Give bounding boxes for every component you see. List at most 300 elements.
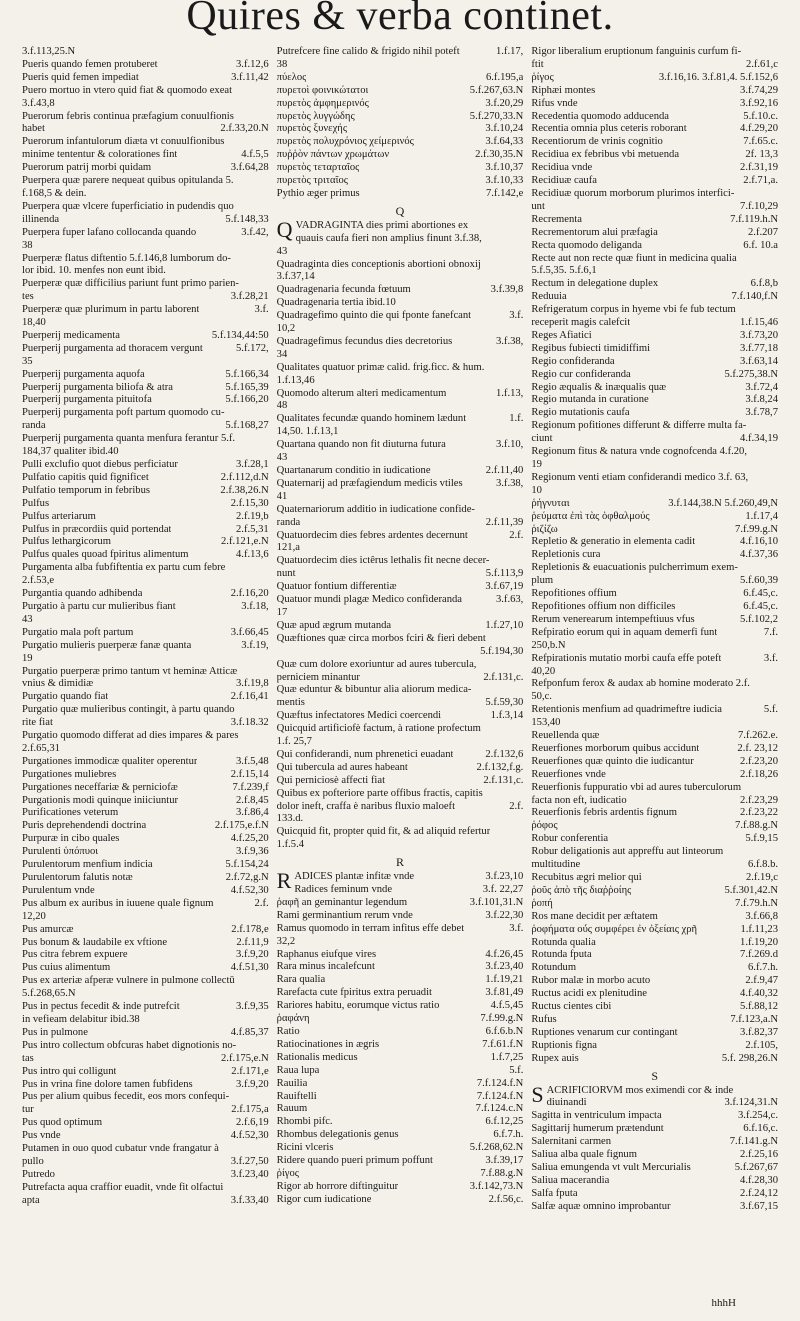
entry-reference: 1.f.3,14 [490, 710, 524, 722]
entry-reference: 2.f.16,41 [230, 691, 269, 703]
entry-term: 5.f.5,35. 5.f.6,1 [531, 265, 597, 277]
entry-reference [519, 491, 523, 504]
index-entry [531, 98, 778, 111]
entry-reference: 2.f. 23,12 [737, 742, 779, 754]
entry-reference: 3.f.10,24 [485, 123, 524, 135]
index-entry [531, 924, 778, 937]
entry-term: Pueris quando femen protuberet [22, 58, 158, 70]
index-entry [22, 317, 269, 330]
entry-term: tur [22, 1104, 34, 1116]
entry-reference [774, 846, 778, 859]
entry-term: 38 [22, 239, 33, 251]
entry-term: Purulentorum menfium indicia [22, 859, 153, 871]
entry-reference: 7.f.123,a.N [730, 1013, 779, 1025]
entry-term: unt [531, 200, 545, 212]
index-entry [22, 691, 269, 704]
entry-reference [265, 743, 269, 756]
entry-reference: 2.f.132,f.g. [476, 761, 524, 773]
index-entry [22, 536, 269, 549]
entry-term: f.168,5 & dein. [22, 187, 87, 199]
entry-reference: 5.f. 298,26.N [721, 1052, 779, 1064]
index-entry [531, 240, 778, 253]
entry-reference [265, 85, 269, 98]
entry-term: Quæ cum dolore exoriuntur ad aures tubercula, [276, 658, 477, 670]
entry-reference: 2.f.5,31 [236, 523, 269, 535]
entry-term: 3.f.113,25.N [22, 46, 76, 57]
entry-term: Quartana quando non fit diuturna futura [276, 439, 446, 451]
index-entry [296, 233, 524, 246]
entry-reference: 3.f.82,37 [740, 1026, 779, 1038]
index-entry [277, 439, 524, 452]
index-entry [277, 1116, 524, 1129]
entry-reference: 6.f.16,c. [743, 1123, 779, 1135]
index-column-left [22, 46, 269, 1214]
index-entry [531, 459, 778, 472]
index-entry [277, 426, 524, 439]
entry-reference: 7.f.65.c. [743, 136, 779, 148]
index-entry [277, 762, 524, 775]
entry-term: ciunt [531, 433, 553, 445]
entry-reference [265, 265, 269, 278]
index-entry [22, 885, 269, 898]
section-opening [276, 868, 524, 897]
entry-reference: 3.f.9,35 [236, 1001, 269, 1013]
entry-term: Purgationes neceffariæ & perniciofæ [22, 781, 178, 793]
entry-reference: 3.f.92,16 [740, 97, 779, 109]
entry-term: Puerperij purgamenta quanta menfura ferantur 5.f. [22, 433, 236, 445]
entry-reference [774, 485, 778, 498]
index-entry [22, 459, 269, 472]
index-entry [22, 1117, 269, 1130]
entry-continuation: 43 [276, 245, 288, 257]
entry-reference: 2.f.171,e [231, 1065, 269, 1077]
entry-term: Salfæ aquæ omnino improbantur [531, 1200, 671, 1212]
entry-term: Rami germinantium rerum vnde [276, 909, 413, 921]
entry-reference [774, 420, 778, 433]
index-entry [277, 175, 524, 188]
index-entry [277, 936, 524, 949]
index-entry [22, 1182, 269, 1195]
entry-reference [774, 253, 778, 266]
entry-term: Rauilia [276, 1077, 308, 1089]
entry-term: diuinandi [546, 1097, 587, 1109]
entry-reference: 2.f.121,e.N [221, 536, 269, 548]
entry-term: 38 [276, 58, 288, 70]
entry-term: ῥίγος [531, 71, 554, 83]
entry-reference: 3.f.18.32 [230, 717, 269, 729]
entry-reference: 6.f.45,c. [743, 600, 779, 612]
index-entry [277, 1065, 524, 1078]
entry-term: Reuellenda quæ [531, 730, 600, 742]
index-entry [22, 278, 269, 291]
index-entry [531, 304, 778, 317]
entry-reference: 7.f. [763, 626, 779, 638]
entry-term: 34 [276, 348, 288, 360]
entry-term: Purgatio quomodo differat ad dies impares & pares [22, 730, 239, 742]
index-entry [22, 846, 269, 859]
index-entry [531, 820, 778, 833]
entry-reference: 5.f.113,9 [485, 568, 524, 580]
index-entry [531, 807, 778, 820]
entry-term: Pus album ex auribus in iuuene quale fignum [22, 897, 214, 909]
entry-reference [774, 446, 778, 459]
entry-term: Rotunda fputa [531, 949, 592, 961]
index-entry [277, 697, 524, 710]
entry-reference: 3.f.63, [495, 594, 524, 606]
entry-term: Pus in vrina fine dolore tamen fubfidens [22, 1078, 193, 1090]
entry-term: Putrefcere fine calido & frigido nihil poteft [276, 46, 460, 57]
entry-term: quauis caufa fieri non amplius finunt 3.f.38, [295, 232, 482, 244]
entry-reference: 2.f.15,14 [230, 768, 269, 780]
entry-term: vnius & dimidiæ [22, 678, 94, 690]
index-entry [531, 795, 778, 808]
index-entry [531, 85, 778, 98]
index-entry [22, 1014, 269, 1027]
entry-term: rite fiat [22, 717, 53, 729]
entry-term: Pulfus [22, 497, 50, 509]
index-entry [22, 1040, 269, 1053]
entry-reference: 4.f.26,45 [485, 948, 524, 960]
index-entry [22, 1143, 269, 1156]
entry-term: Qualitates fecundæ quando hominem lædunt [276, 413, 467, 425]
index-entry [277, 478, 524, 491]
entry-reference: 5.f.134,44:50 [211, 329, 269, 341]
entry-reference [519, 684, 523, 697]
entry-term: Purgatio quæ mulieribus contingit, à partu quando [22, 704, 235, 716]
index-entry [277, 349, 524, 362]
entry-term: Regionum venti etiam confiderandi medico 3.f. 63, [531, 471, 749, 483]
index-entry [22, 394, 269, 407]
entry-term: Recte aut non recte quæ fiunt in medicina qualia [531, 252, 737, 264]
index-entry [277, 749, 524, 762]
index-entry [277, 46, 524, 59]
index-entry [277, 949, 524, 962]
index-entry [531, 175, 778, 188]
index-entry [531, 111, 778, 124]
entry-reference: 2.f.15,30 [230, 497, 269, 509]
entry-term: Regio confideranda [531, 355, 615, 367]
entry-term: Rifus vnde [531, 97, 578, 109]
index-entry [277, 813, 524, 826]
entry-reference: 7.f.141.g.N [729, 1136, 779, 1148]
index-entry [277, 452, 524, 465]
entry-term: Pus bonum & laudabile ex vftione [22, 936, 168, 948]
index-entry [531, 343, 778, 356]
index-entry [22, 291, 269, 304]
entry-reference: 7.f.142,e [485, 187, 524, 199]
index-entry [277, 1013, 524, 1026]
entry-term: Purgationes immodicæ qualiter operentur [22, 755, 198, 767]
index-entry [531, 975, 778, 988]
index-entry [22, 666, 269, 679]
entry-term: Ratio [276, 1025, 300, 1037]
entry-term: Puerorum infantulorum diæta vt conuulfionibus [22, 136, 225, 148]
entry-term: Rerum venerearum intempeftiuus vfus [531, 613, 695, 625]
entry-reference: 5.f.88,12 [740, 1001, 779, 1013]
entry-term: Quaternarij ad præfagiendum medicis vtiles [276, 477, 463, 489]
index-entry [22, 717, 269, 730]
index-entry [531, 549, 778, 562]
entry-term: ῥοπή [531, 897, 553, 909]
entry-term: tas [22, 1052, 34, 1064]
entry-term: Puerperij purgamenta poft partum quomodo cu- [22, 407, 225, 419]
entry-term: Pulfus arteriarum [22, 510, 96, 522]
entry-term: minime tententur & colorationes fint [22, 149, 178, 161]
entry-reference: 3.f.19,8 [236, 678, 269, 690]
entry-reference [774, 459, 778, 472]
entry-reference [519, 362, 523, 375]
entry-reference: 2.f.19,b [236, 510, 269, 522]
entry-reference: 5.f.166,34 [225, 368, 269, 380]
index-entry [531, 846, 778, 859]
index-entry [22, 653, 269, 666]
entry-reference: 4.f.52,30 [230, 1130, 269, 1142]
entry-reference: 1.f.19,20 [740, 936, 779, 948]
index-entry [22, 1001, 269, 1014]
entry-reference [265, 730, 269, 743]
index-entry [277, 413, 524, 426]
index-entry [22, 46, 269, 59]
entry-term: Quæftus infectatores Medici coercendi [276, 710, 442, 722]
entry-reference [265, 356, 269, 369]
index-entry [277, 607, 524, 620]
entry-reference: 2.f. [509, 800, 524, 812]
entry-reference: 3.f.9,20 [236, 1078, 269, 1090]
index-entry [22, 369, 269, 382]
entry-reference: 5.f.154,24 [225, 859, 269, 871]
entry-reference [519, 936, 523, 949]
index-entry [547, 1097, 778, 1110]
entry-reference: 3.f.77,18 [740, 342, 779, 354]
entry-term: Putredo [22, 1168, 55, 1180]
entry-reference: 3.f.10,37 [485, 162, 524, 174]
index-entry [531, 1175, 778, 1188]
entry-reference: 5.f.102,2 [740, 613, 779, 625]
entry-term: Quatuordecim dies ictêrus lethalis fit necne decer- [276, 555, 490, 567]
entry-term: πυρετὸς ἀμφημερινός [276, 97, 369, 109]
entry-term: 1.f. 25,7 [276, 736, 312, 748]
section-opening [531, 1081, 779, 1111]
entry-reference: 3.f.10, [495, 439, 524, 451]
entry-term: Rotunda qualia [531, 936, 596, 948]
entry-reference [519, 259, 523, 272]
index-entry [22, 123, 269, 136]
entry-reference: 1.f.17, [495, 46, 524, 57]
entry-reference [265, 988, 269, 1001]
entry-reference: 3.f.23,40 [485, 961, 524, 973]
index-entry [531, 472, 778, 485]
index-entry [531, 356, 778, 369]
index-entry [531, 136, 778, 149]
index-entry [22, 188, 269, 201]
entry-term: Purgationis modi quinque iniiciuntur [22, 794, 179, 806]
entry-reference [774, 640, 778, 653]
entry-reference: 3.f.63,14 [740, 355, 779, 367]
entry-reference: 1.f.27,10 [485, 619, 524, 631]
entry-term: illinenda [22, 213, 60, 225]
entry-reference: 7.f.79.h.N [735, 897, 779, 909]
entry-reference: 1.f. [509, 413, 524, 425]
entry-term: Purulentorum falutis notæ [22, 872, 133, 883]
entry-term: Quatuor fontium differentiæ [276, 581, 397, 593]
index-entry [277, 594, 524, 607]
entry-reference: 5.f.267,67 [734, 1161, 779, 1173]
index-entry [22, 743, 269, 756]
entry-term: ῥοῦς ἀπὸ τῆς διαῤῥοίης [531, 884, 632, 896]
entry-term: ῥεύματα ἐπὶ τὰς ὀφθαλμούς [531, 510, 650, 522]
index-entry [22, 356, 269, 369]
entry-reference [265, 46, 269, 59]
index-entry [22, 1195, 269, 1208]
entry-term: ῥίγος [276, 1167, 299, 1179]
entry-reference: 3.f. 22,27 [482, 884, 524, 895]
entry-term: 2.f.53,e [22, 575, 55, 587]
entry-reference [774, 46, 778, 59]
entry-term: 184,37 qualiter ibid.40 [22, 446, 119, 458]
entry-term: 3.f.37,14 [276, 271, 315, 283]
entry-term: Pus vnde [22, 1130, 61, 1142]
signature-mark: hhhH [711, 1297, 736, 1309]
index-entry [531, 1110, 778, 1123]
entry-reference: 2.f.56,c. [488, 1193, 524, 1205]
entry-reference: 1.f.17,4 [745, 510, 779, 522]
index-entry [277, 581, 524, 594]
entry-term: Quadragenaria tertia ibid.10 [276, 297, 396, 309]
entry-term: Purificationes veterum [22, 807, 119, 819]
entry-term: Rariores habitu, eorumque victus ratio [276, 1000, 440, 1012]
entry-reference: 3.f.10,33 [485, 175, 524, 187]
entry-term: Rupex auis [531, 1052, 579, 1064]
entry-term: Riphæi montes [531, 84, 596, 96]
index-entry [531, 524, 778, 537]
entry-reference: 3.f.124,31.N [724, 1097, 779, 1109]
entry-reference: 2.f.23,20 [740, 755, 779, 767]
entry-reference: 3.f. [509, 922, 524, 934]
entry-term: Puerpera quæ parere nequeat quibus opitulanda 5. [22, 175, 234, 187]
index-entry [531, 46, 778, 59]
entry-reference: 5.f.194,30 [480, 645, 524, 657]
entry-reference: 2.f.175,e.N [221, 1052, 269, 1064]
index-entry [531, 640, 778, 653]
entry-term: Rigor ab horrore diftinguitur [276, 1180, 399, 1192]
entry-term: ῥαφάνη [276, 1013, 310, 1025]
entry-reference: 2.f.30,35.N [475, 149, 524, 161]
entry-reference [265, 201, 269, 214]
entry-term: 5.f.268,65.N [22, 988, 76, 1000]
index-entry [22, 227, 269, 240]
entry-reference: 3.f.67,15 [740, 1200, 779, 1212]
entry-term: Pulfatio capitis quid fignificet [22, 471, 149, 483]
index-entry [531, 123, 778, 136]
entry-term: πυρετοὶ φοινικώτατοι [276, 84, 369, 96]
entry-reference: 4.f.5,45 [490, 1000, 524, 1012]
index-entry [22, 498, 269, 511]
index-entry [22, 756, 269, 769]
entry-reference: 5.f.268,62.N [469, 1142, 524, 1154]
entry-reference: 2.f.38,26.N [220, 484, 269, 496]
entry-reference: 5.f. [509, 1064, 524, 1076]
index-entry [531, 937, 778, 950]
index-entry [22, 201, 269, 214]
entry-term: ftit [531, 58, 544, 70]
entry-reference: 7.f.140,f.N [731, 291, 779, 303]
entry-reference: 3.f.144,38.N 5.f.260,49,N [668, 497, 779, 509]
entry-reference: 2.f.18,26 [740, 768, 779, 780]
entry-term: Retentionis menfium ad quadrimeftre iudicia [531, 704, 722, 716]
index-entry [22, 640, 269, 653]
entry-term: Ruptionis figna [531, 1039, 597, 1051]
entry-reference [774, 717, 778, 730]
index-entry [531, 717, 778, 730]
entry-reference: 2.f.175,e.f.N [214, 820, 269, 832]
entry-reference: 3.f.38, [495, 477, 524, 489]
index-entry [277, 1129, 524, 1142]
index-entry [294, 884, 523, 897]
entry-reference: 2.f. [254, 897, 269, 909]
index-entry [22, 407, 269, 420]
entry-reference [265, 911, 269, 924]
entry-reference: 2.f.8,45 [236, 794, 269, 806]
entry-term: Purulentum vnde [22, 884, 95, 896]
index-entry [277, 123, 524, 136]
entry-reference [265, 433, 269, 446]
entry-term: Pus in pectus fecedit & inde putrefcit [22, 1001, 180, 1013]
index-entry [22, 485, 269, 498]
entry-reference: 3.f.254,c. [738, 1110, 779, 1122]
index-entry [531, 446, 778, 459]
entry-reference: 5.f.148,33 [225, 213, 269, 225]
entry-term: pullo [22, 1155, 44, 1167]
entry-term: πυρετὸς λυγγώδης [276, 110, 355, 122]
entry-term: Saliua alba quale fignum [531, 1149, 637, 1161]
entry-reference: 6.f.8.b. [748, 859, 779, 871]
entry-term: randa [22, 420, 46, 432]
entry-term: mentis [276, 697, 305, 709]
index-entry [277, 659, 524, 672]
entry-reference: 2.f.175,a [231, 1104, 269, 1116]
entry-term: 1.f.13,46 [276, 374, 315, 386]
index-columns [22, 46, 778, 1214]
entry-term: Putrefacta aqua craffior euadit, vnde fit olfactui [22, 1181, 224, 1193]
entry-term: Radices feminum vnde [294, 884, 393, 895]
entry-term: Puerpera fuper lafano collocanda quando [22, 226, 197, 238]
entry-term: Repletionis & euacuationis pulcherrimum exem- [531, 562, 738, 574]
entry-reference [519, 59, 523, 72]
entry-term: randa [276, 516, 301, 528]
index-entry [531, 1136, 778, 1149]
index-entry [277, 297, 524, 310]
index-entry [531, 433, 778, 446]
index-entry [277, 568, 524, 581]
index-entry [277, 710, 524, 723]
index-entry [22, 1169, 269, 1182]
index-entry [277, 826, 524, 839]
entry-term: 19 [22, 652, 33, 664]
index-entry [22, 446, 269, 459]
entry-term: Reuerfiones vnde [531, 768, 606, 780]
entry-term: Pulli exclufio quot diebus perficiatur [22, 459, 178, 470]
entry-reference: 2.f.19,c [745, 872, 779, 883]
entry-term: Recrementa [531, 213, 582, 225]
entry-term: Ricini vlceris [276, 1142, 334, 1154]
index-entry [531, 769, 778, 782]
entry-reference: 3.f.64,28 [230, 162, 269, 174]
entry-term: Recentiorum de vrinis cognitio [531, 136, 663, 148]
entry-reference: 1.f.15,46 [740, 317, 779, 329]
entry-term: Recidiua vnde [531, 162, 593, 174]
index-entry [277, 1026, 524, 1039]
entry-reference [519, 542, 523, 555]
